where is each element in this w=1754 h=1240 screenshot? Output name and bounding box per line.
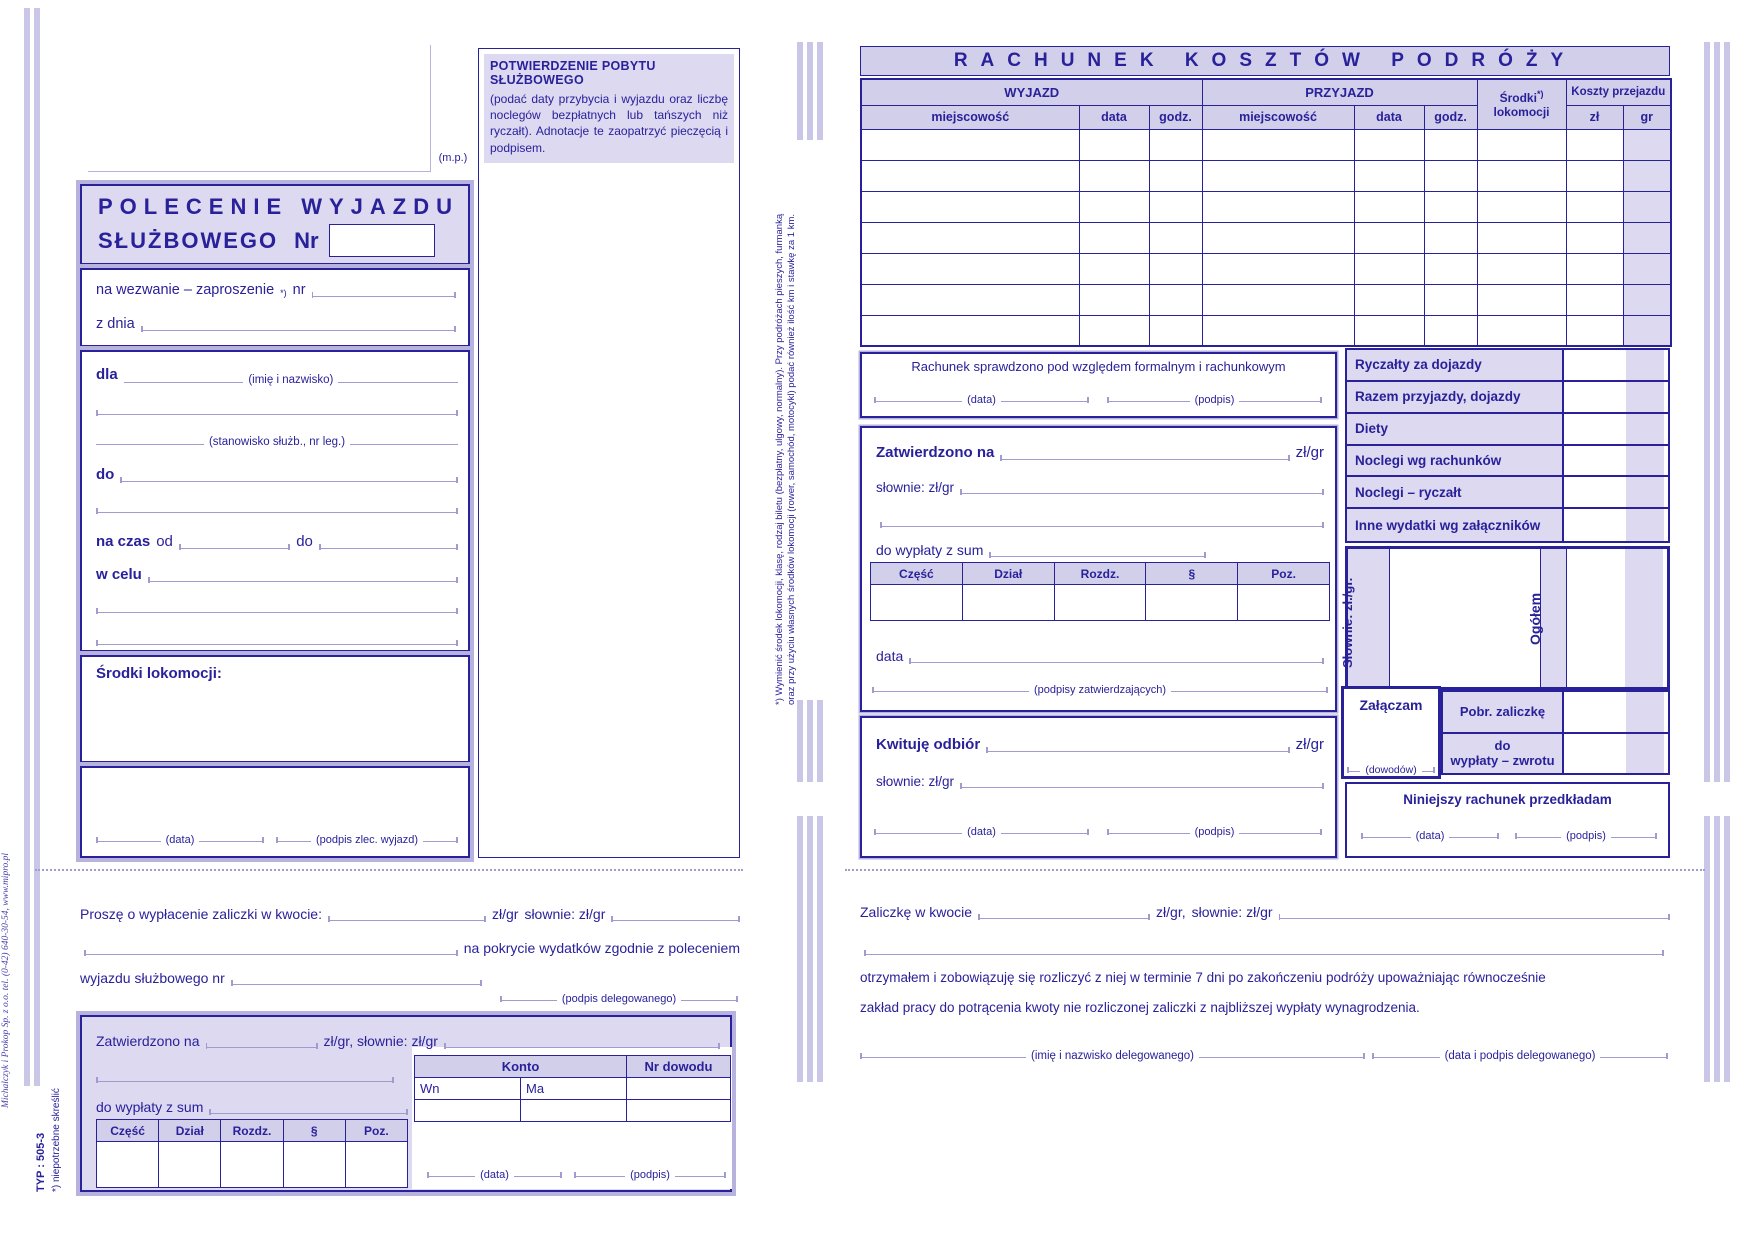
transport-footnote [774,214,798,705]
summary-row: Noclegi – ryczałt [1347,477,1668,509]
account-table [414,1055,731,1122]
receipt-label: Kwituję odbiór [876,736,981,753]
receipt-words-line[interactable] [960,775,1324,788]
delegate-name-caption: (imię i nazwisko delegowanego) [1031,1050,1194,1062]
delegate-signature-caption: (podpis delegowanego) [561,993,677,1005]
advance-taken-row [1443,692,1668,734]
attachments-label: Załączam [1359,697,1423,713]
cost-group-header: Koszty przejazdu [1566,79,1671,105]
travel-leg-row [861,129,1671,160]
coverage-line[interactable] [84,942,458,955]
cell-cost-gr[interactable] [1623,222,1671,253]
trip-number-line[interactable] [231,972,482,985]
cell-time-departure[interactable] [1149,315,1202,346]
delegate-signature[interactable] [500,993,738,1005]
settlement-paragraph-2: zakład pracy do potrącenia kwoty nie rozliczonej zaliczki z najbliższej wypłaty wynagrodzenia. [860,1000,1420,1015]
debit-cell[interactable] [415,1100,521,1122]
stay-confirmation-panel [478,48,740,858]
trip-details-box [80,350,470,652]
budget-cell[interactable] [1238,585,1330,621]
summary-amount-cell[interactable] [1564,446,1668,476]
cell-cost-zl[interactable] [1566,253,1623,284]
form-type-code: TYP : 505-3 [35,1132,47,1192]
zlgr-label: zł/gr [1295,736,1324,753]
coverage-label: na pokrycie wydatków zgodnie z poleceniem [463,940,740,956]
perforation-stripes-middle-top [797,42,827,140]
cell-place-arrival[interactable] [1202,160,1354,191]
cell-transport[interactable] [1477,253,1566,284]
transport-column-header: Środki*) lokomocji [1477,79,1566,129]
cell-date-departure[interactable] [1079,253,1149,284]
zlgr-label: zł/gr [491,906,519,922]
attachments-box [1341,686,1441,779]
position-line[interactable] [96,437,204,445]
document-number-header: Nr dowodu [627,1056,731,1078]
advance-settlement-rows [1441,690,1670,775]
col-place-arrival: miejscowość [1202,105,1354,129]
approvers-signatures[interactable] [872,684,1328,696]
cut-line-left [35,869,743,871]
budget-cell[interactable] [962,585,1054,621]
col-time-departure: godz. [1149,105,1202,129]
document-number-cell[interactable] [627,1100,731,1122]
cell-cost-zl[interactable] [1566,284,1623,315]
cell-place-departure[interactable] [861,191,1079,222]
purpose-row [96,566,458,583]
summons-date-row [96,316,456,332]
pay-from-label: do wypłaty z sum [876,542,984,558]
cell-time-departure[interactable] [1149,160,1202,191]
cell-date-departure[interactable] [1079,191,1149,222]
cell-time-departure[interactable] [1149,129,1202,160]
in-words-label: słownie: zł/gr [1191,904,1273,920]
cell-time-arrival[interactable] [1424,315,1477,346]
travel-legs-body [861,129,1671,346]
budget-cell[interactable] [345,1142,407,1188]
cell-cost-gr[interactable] [1623,160,1671,191]
order-title-line2-row [98,224,435,257]
perforation-stripes-right-bottom [1704,816,1734,1082]
approval-date-row [876,648,1324,664]
cell-date-arrival[interactable] [1354,160,1424,191]
stay-confirmation-body: (podać daty przybycia i wyjazdu oraz liczbę noclegów bezpłatnych lub tańszych niż ryczałt). Adnotacje te zaopatrzyć pieczęcią i podpisem. [490,92,728,155]
summary-amount-cell[interactable] [1564,350,1668,380]
verification-box [860,352,1337,418]
cost-summary-table [1345,348,1670,543]
cell-place-arrival[interactable] [1202,315,1354,346]
receipt-date-signature[interactable]: (data) [874,826,1089,834]
pay-from-line[interactable] [209,1101,408,1114]
destination-continuation-line[interactable] [96,500,458,513]
position-line[interactable] [350,437,458,445]
stamp-place-label: (m.p.) [438,152,468,164]
cell-time-arrival[interactable] [1424,160,1477,191]
summary-amount-cell[interactable] [1564,477,1668,507]
perforation-stripes-middle-bottom [797,816,827,1082]
col-date-arrival: data [1354,105,1424,129]
cell-cost-zl[interactable] [1566,160,1623,191]
zlgr-label: zł/gr [1295,444,1324,461]
cell-transport[interactable] [1477,129,1566,160]
name-line[interactable] [338,375,458,383]
total-box [1345,546,1670,690]
approved-words-label: zł/gr, słownie: zł/gr [323,1033,438,1049]
pay-from-label: do wypłaty z sum [96,1099,204,1115]
cell-place-departure[interactable] [861,284,1079,315]
total-amount-cell[interactable] [1567,549,1667,687]
verification-signature[interactable]: (podpis) [1107,394,1322,402]
strike-out-footnote: *) niepotrzebne skreślić [51,1088,62,1192]
travel-leg-row [861,284,1671,315]
cell-cost-gr[interactable] [1623,284,1671,315]
approval-box [860,426,1337,712]
cut-line-right [845,869,1705,871]
departure-group-header: WYJAZD [861,79,1202,105]
cell-transport[interactable] [1477,191,1566,222]
summary-amount-cell[interactable] [1564,414,1668,444]
stamp-area-bottom-edge [88,171,430,172]
budget-cell[interactable] [871,585,963,621]
cell-place-arrival[interactable] [1202,284,1354,315]
receipt-box [860,716,1337,858]
order-number-input[interactable] [329,224,435,257]
purpose-continuation-line[interactable] [96,600,458,613]
document-number-cell[interactable] [627,1078,731,1100]
receipt-amount-row [876,736,1324,753]
order-title-line2: SŁUŻBOWEGO [98,227,279,253]
cell-time-departure[interactable] [1149,191,1202,222]
duration-label: na czas [96,533,151,550]
cell-date-arrival[interactable] [1354,129,1424,160]
travel-leg-row [861,160,1671,191]
receipt-words-row [876,774,1324,789]
date-from-line[interactable] [179,536,290,549]
trip-number-row [80,970,482,986]
publisher-imprint: Michalczyk i Prokop Sp. z o.o. tel. (0-42) 640-30-54, www.mipro.pl [1,852,11,1108]
approved-words-line[interactable] [444,1035,720,1048]
approved-label: Zatwierdzono na [96,1033,200,1049]
budget-cell[interactable] [283,1142,345,1188]
cell-time-departure[interactable] [1149,222,1202,253]
approval-signature[interactable]: (podpis) [574,1169,726,1177]
budget-cell[interactable] [1054,585,1146,621]
summary-amount-cell[interactable] [1564,382,1668,412]
approved-words-row [876,480,1324,495]
cell-place-arrival[interactable] [1202,253,1354,284]
advance-request-label: Proszę o wypłacenie zaliczki w kwocie: [80,906,322,922]
perforation-stripes-right-top [1704,42,1734,782]
cell-date-arrival[interactable] [1354,315,1424,346]
cell-date-arrival[interactable] [1354,191,1424,222]
purpose-continuation-line2[interactable] [96,632,458,645]
col-grosz: gr [1623,105,1671,129]
col-time-arrival: godz. [1424,105,1477,129]
date-label: data [876,648,904,664]
expense-report-title: RACHUNEK KOSZTÓW PODRÓŻY [860,46,1670,76]
date-caption: (data) [165,834,195,846]
cell-cost-gr[interactable] [1623,129,1671,160]
cell-date-arrival[interactable] [1354,253,1424,284]
approved-label: Zatwierdzono na [876,444,995,461]
cell-cost-zl[interactable] [1566,222,1623,253]
cell-cost-gr[interactable] [1623,315,1671,346]
advance-received-label: Zaliczkę w kwocie [860,904,973,920]
col-dzial: Dział [159,1120,221,1142]
to-pay-return-amount[interactable] [1564,734,1668,774]
cell-place-arrival[interactable] [1202,129,1354,160]
summary-row: Ryczałty za dojazdy [1347,350,1668,382]
cell-place-departure[interactable] [861,129,1079,160]
position-caption: (stanowisko służb., nr leg.) [208,436,346,448]
transport-footnote-line2: oraz przy użyciu własnych środków lokomocji (rower, samochód, motocykl) podać również ilość km i stawkę za 1 km. [786,214,797,705]
budget-cell[interactable] [1146,585,1238,621]
pay-from-line[interactable] [989,544,1206,557]
cell-place-departure[interactable] [861,253,1079,284]
position-row [96,436,458,448]
receipt-amount-line[interactable] [986,739,1289,752]
to-label: do [296,533,313,550]
budget-cell[interactable] [97,1142,159,1188]
approved-words-continuation-line[interactable] [880,514,1324,527]
name-caption: (imię i nazwisko) [248,374,334,386]
attachments-count[interactable] [1347,764,1435,776]
submission-title: Niniejszy rachunek przedkładam [1403,792,1612,807]
transport-footnote-line1: *) Wymienić środek lokomocji, klasę, rodzaj biletu (bezpłatny, ulgowy, normalny). Przy podróżach pieszych, furmanką [774,213,785,705]
pay-from-row [876,542,1206,558]
col-place-departure: miejscowość [861,105,1079,129]
col-par: § [283,1120,345,1142]
transport-box[interactable] [80,655,470,763]
cell-time-arrival[interactable] [1424,191,1477,222]
advance-taken-amount[interactable] [1564,692,1668,732]
issuer-signature-caption: (podpis zlec. wyjazd) [315,834,419,846]
in-words-label: słownie: zł/gr [876,774,955,789]
delegate-date-caption: (data i podpis delegowanego) [1444,1050,1596,1062]
cell-time-arrival[interactable] [1424,253,1477,284]
name-line[interactable] [124,375,244,383]
travel-leg-row [861,253,1671,284]
summary-amount-cell[interactable] [1564,509,1668,541]
approved-words-line[interactable] [960,481,1324,494]
approval-amount-row [96,1033,720,1049]
submission-box [1345,782,1670,858]
budget-classification-table: Część Dział Rozdz. § Poz. [870,562,1330,621]
delegate-date-signature[interactable] [1372,1050,1668,1062]
summons-date-line[interactable] [141,318,456,331]
order-title-box [80,184,470,265]
cell-place-departure[interactable] [861,222,1079,253]
cell-date-departure[interactable] [1079,315,1149,346]
coverage-row [84,940,740,956]
col-date-departure: data [1079,105,1149,129]
date-to-line[interactable] [319,536,458,549]
cell-time-departure[interactable] [1149,284,1202,315]
cell-time-arrival[interactable] [1424,129,1477,160]
for-row [96,366,458,386]
submission-date-signature[interactable]: (data) [1361,830,1499,838]
arrival-group-header: PRZYJAZD [1202,79,1477,105]
cell-date-departure[interactable] [1079,129,1149,160]
transport-label: Środki lokomocji: [96,665,222,682]
cell-date-departure[interactable] [1079,284,1149,315]
advance-amount-line[interactable] [328,908,486,921]
travel-leg-row [861,191,1671,222]
advance-request-row [80,906,740,922]
verification-date-signature[interactable]: (data) [874,394,1089,402]
credit-label: Ma [521,1078,627,1100]
stay-confirmation-block [484,54,734,163]
destination-line[interactable] [120,469,458,482]
approvers-caption: (podpisy zatwierdzających) [1033,684,1167,696]
in-words-label: słownie: zł/gr [524,906,606,922]
order-issuer-signature[interactable] [276,834,458,846]
total-vertical-label: Ogółem [1527,592,1543,645]
cell-cost-gr[interactable] [1623,191,1671,222]
advance-received-words-line[interactable] [1279,906,1670,919]
advance-words-continuation-line[interactable] [864,942,1664,955]
summons-label: na wezwanie – zaproszenie [96,282,275,298]
summons-nr-label: nr [292,282,306,298]
duration-row [96,533,458,550]
for-label: dla [96,366,118,383]
advance-approval-box [80,1015,732,1192]
col-zloty: zł [1566,105,1623,129]
from-label: od [156,533,173,550]
cell-date-departure[interactable] [1079,160,1149,191]
destination-row [96,466,458,483]
summary-row: Inne wydatki wg załączników [1347,509,1668,541]
cell-cost-zl[interactable] [1566,191,1623,222]
cell-place-departure[interactable] [861,315,1079,346]
advance-received-row [860,904,1670,920]
approved-amount-line[interactable] [1000,447,1289,460]
cell-time-departure[interactable] [1149,253,1202,284]
debit-label: Wn [415,1078,521,1100]
approved-amount-row [876,444,1324,461]
cell-date-arrival[interactable] [1354,284,1424,315]
to-pay-return-row: do wypłaty – zwrotu [1443,734,1668,774]
order-title-line1: POLECENIE WYJAZDU [98,194,460,219]
summons-box [80,268,470,347]
purpose-label: w celu [96,566,142,583]
perforation-stripes-middle [797,700,827,782]
budget-cell[interactable] [221,1142,283,1188]
stay-confirmation-title: POTWIERDZENIE POBYTU SŁUŻBOWEGO [490,59,656,87]
col-czesc: Część [97,1120,159,1142]
cell-transport[interactable] [1477,315,1566,346]
zlgr-label: zł/gr, [1156,904,1186,920]
cell-place-arrival[interactable] [1202,222,1354,253]
perforation-stripes-left [24,8,44,1086]
advance-received-amount-line[interactable] [978,906,1150,919]
cell-transport[interactable] [1477,284,1566,315]
delegate-name-signature[interactable] [860,1050,1365,1062]
cell-cost-gr[interactable] [1623,253,1671,284]
approval-date-line[interactable] [909,650,1324,663]
travel-leg-row [861,315,1671,346]
order-signature-box [80,766,470,858]
in-words-vertical-label: Słownie: zł./gr. [1340,577,1355,668]
account-header: Konto [415,1056,627,1078]
travel-leg-row [861,222,1671,253]
name-continuation-line[interactable] [96,402,458,415]
total-label-strip [1540,549,1567,687]
verification-title: Rachunek sprawdzono pod względem formalnym i rachunkowym [911,359,1286,374]
purpose-line[interactable] [148,569,458,582]
summons-date-label: z dnia [96,316,135,332]
cell-time-arrival[interactable] [1424,284,1477,315]
cell-date-arrival[interactable] [1354,222,1424,253]
budget-cell[interactable] [159,1142,221,1188]
cell-transport[interactable] [1477,222,1566,253]
summons-number-line[interactable] [312,284,456,297]
cell-cost-zl[interactable] [1566,315,1623,346]
cell-date-departure[interactable] [1079,222,1149,253]
submission-signature[interactable]: (podpis) [1515,830,1657,838]
travel-legs-table [860,78,1672,347]
summary-row: Razem przyjazdy, dojazdy [1347,382,1668,414]
col-rozdz: Rozdz. [221,1120,283,1142]
cell-place-arrival[interactable] [1202,191,1354,222]
destination-label: do [96,466,115,483]
approved-words-continuation-line[interactable] [96,1069,394,1082]
summary-row: Diety [1347,414,1668,446]
approved-amount-line[interactable] [206,1035,318,1048]
trip-number-label: wyjazdu służbowego nr [80,970,225,986]
summons-row [96,282,456,298]
budget-classification-table [96,1119,408,1188]
in-words-label: słownie: zł/gr [876,480,955,495]
pay-from-row [96,1099,408,1115]
approval-date-signature[interactable]: (data) [427,1169,562,1177]
cell-cost-zl[interactable] [1566,129,1623,160]
cell-place-departure[interactable] [861,160,1079,191]
col-poz: Poz. [345,1120,407,1142]
order-date-signature[interactable] [96,834,264,846]
cell-time-arrival[interactable] [1424,222,1477,253]
footnote-marker: *) [280,288,287,298]
advance-taken-label: Pobr. zaliczkę [1443,692,1564,732]
credit-cell[interactable] [521,1100,627,1122]
summary-row: Noclegi wg rachunków [1347,446,1668,478]
cell-transport[interactable] [1477,160,1566,191]
order-number-label: Nr [294,227,319,253]
settlement-paragraph-1: otrzymałem i zobowiązuję się rozliczyć z niej w terminie 7 dni po zakończeniu podróży upoważniając równocześnie [860,970,1546,985]
attachments-caption: (dowodów) [1365,764,1417,776]
advance-words-line[interactable] [611,908,740,921]
receipt-signature[interactable]: (podpis) [1107,826,1322,834]
